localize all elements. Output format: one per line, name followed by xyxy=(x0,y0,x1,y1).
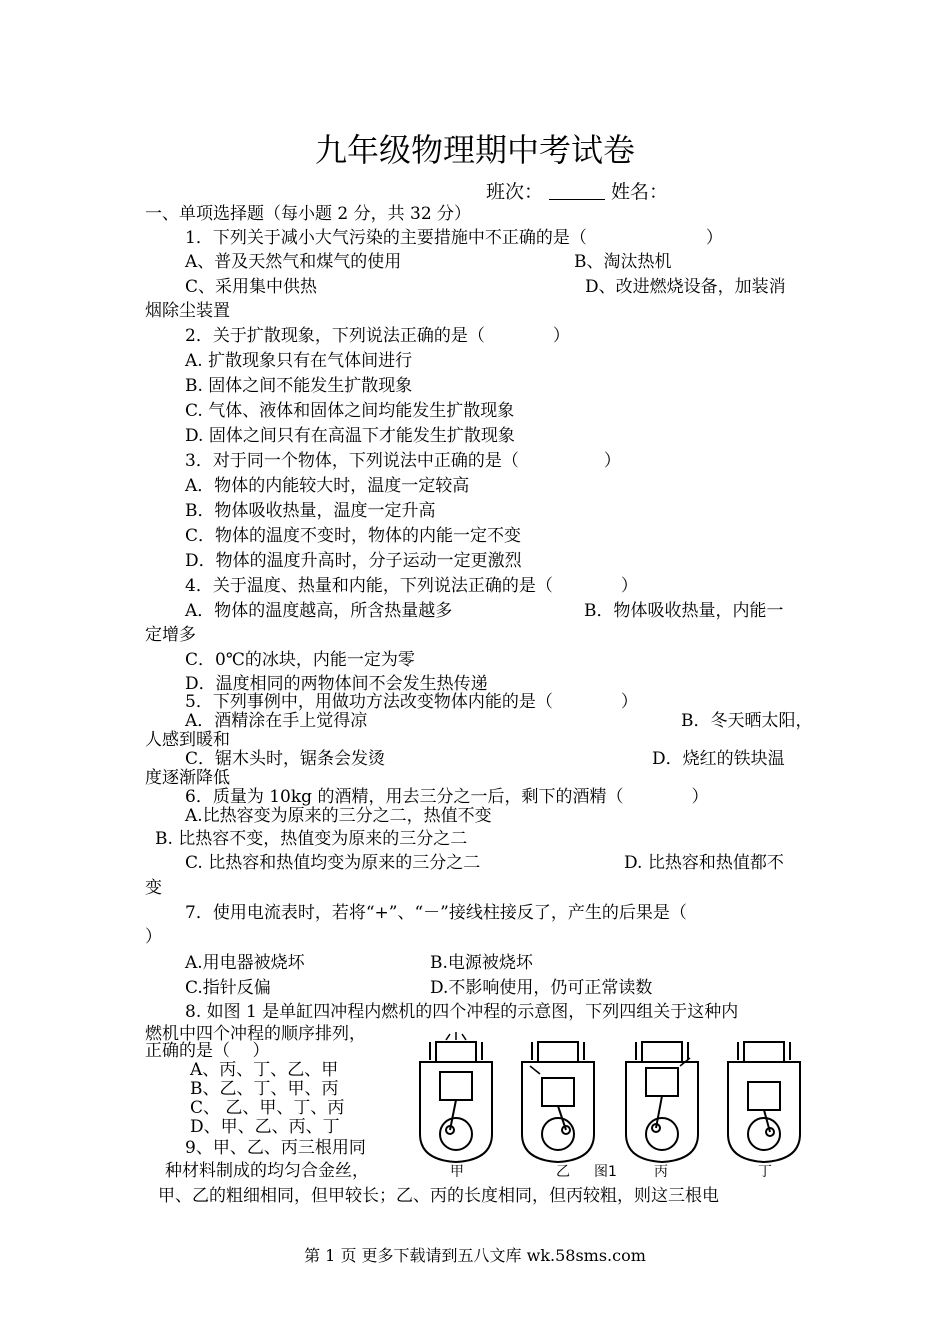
section-heading: 一、单项选择题（每小题 2 分，共 32 分） xyxy=(145,204,472,224)
q1-stem: 1．下列关于减小大气污染的主要措施中不正确的是（ ） xyxy=(185,228,723,248)
engine-diagram-2 xyxy=(522,1042,594,1162)
q2-option-c: C. 气体、液体和固体之间均能发生扩散现象 xyxy=(185,401,515,421)
q7-stem-cont: ） xyxy=(145,927,162,947)
engine-diagram-4 xyxy=(728,1042,800,1162)
figure-label-ding: 丁 xyxy=(758,1164,772,1178)
q7-option-a: A.用电器被烧坏 xyxy=(185,953,305,973)
q5-option-b-cont: 人感到暖和 xyxy=(145,730,230,750)
name-label: 姓名： xyxy=(611,181,669,203)
q8-option-c: C、 乙、甲、丁、丙 xyxy=(190,1098,345,1118)
page-footer: 第 1 页 更多下载请到五八文库 wk.58sms.com xyxy=(304,1246,646,1265)
figure-label-bing: 丙 xyxy=(654,1164,668,1178)
q8-stem-cont: 燃机中四个冲程的顺序排列， xyxy=(145,1024,366,1044)
figure-caption: 图1 xyxy=(594,1164,617,1178)
figure-label-jia: 甲 xyxy=(450,1164,464,1178)
q5-stem: 5．下列事例中，用做功方法改变物体内能的是（ ） xyxy=(185,692,638,712)
engine-diagram-1 xyxy=(420,1032,492,1162)
q2-option-a: A. 扩散现象只有在气体间进行 xyxy=(185,351,413,371)
class-name-row xyxy=(486,180,668,204)
q4-option-c: C．0℃的冰块，内能一定为零 xyxy=(185,650,415,670)
q3-option-b: B．物体吸收热量，温度一定升高 xyxy=(185,501,436,521)
q8-stem-cont2: 正确的是（ ） xyxy=(145,1041,270,1061)
q8-option-a: A、丙、丁、乙、甲 xyxy=(190,1060,339,1080)
page-title: 九年级物理期中考试卷 xyxy=(314,131,635,169)
q6-option-a: A.比热容变为原来的三分之二，热值不变 xyxy=(185,806,492,826)
q3-option-d: D．物体的温度升高时，分子运动一定更激烈 xyxy=(185,551,522,571)
q3-option-c: C．物体的温度不变时，物体的内能一定不变 xyxy=(185,526,522,546)
q4-stem: 4．关于温度、热量和内能，下列说法正确的是（ ） xyxy=(185,576,638,596)
q4-option-d: D．温度相同的两物体间不会发生热传递 xyxy=(185,674,488,694)
q1-option-a: A、普及天然气和煤气的使用 xyxy=(185,252,402,272)
q8-option-d: D、甲、乙、丙、丁 xyxy=(190,1117,340,1137)
engine-diagram-3 xyxy=(626,1042,698,1162)
q3-option-a: A．物体的内能较大时，温度一定较高 xyxy=(185,476,470,496)
class-blank xyxy=(549,183,605,200)
q1-option-d-cont: 烟除尘装置 xyxy=(145,301,230,321)
q1-option-b: B、淘汰热机 xyxy=(574,252,672,272)
q5-option-c: C．锯木头时，锯条会发烫 xyxy=(185,749,386,769)
q9-stem: 9、甲、乙、丙三根用同 xyxy=(185,1138,366,1158)
class-label: 班次： xyxy=(486,181,544,203)
q6-option-c: C. 比热容和热值均变为原来的三分之二 xyxy=(185,853,481,873)
q1-option-d: D、改进燃烧设备，加装消 xyxy=(585,277,786,297)
q3-stem: 3．对于同一个物体，下列说法中正确的是（ ） xyxy=(185,451,621,471)
q9-stem-cont2: 甲、乙的粗细相同，但甲较长；乙、丙的长度相同，但丙较粗，则这三根电 xyxy=(158,1186,719,1206)
q2-stem: 2．关于扩散现象，下列说法正确的是（ ） xyxy=(185,326,570,346)
q8-option-b: B、乙、丁、甲、丙 xyxy=(190,1079,339,1099)
q6-stem: 6．质量为 10kg 的酒精，用去三分之一后，剩下的酒精（ ） xyxy=(185,787,709,807)
q5-option-a: A．酒精涂在手上觉得凉 xyxy=(185,711,368,731)
q6-option-b: B. 比热容不变，热值变为原来的三分之二 xyxy=(155,829,468,849)
four-stroke-diagram xyxy=(410,1030,810,1178)
q4-option-b: B．物体吸收热量，内能一 xyxy=(584,601,784,621)
q6-option-d-cont: 变 xyxy=(145,878,162,898)
q6-option-d: D. 比热容和热值都不 xyxy=(624,853,784,873)
q5-option-d-cont: 度逐渐降低 xyxy=(145,768,230,788)
q1-option-c: C、采用集中供热 xyxy=(185,277,318,297)
q7-stem: 7．使用电流表时，若将“+”、“－”接线柱接反了，产生的后果是（ xyxy=(185,903,687,923)
figure-label-yi: 乙 xyxy=(556,1164,570,1178)
q2-option-b: B. 固体之间不能发生扩散现象 xyxy=(185,376,413,396)
q7-option-c: C.指针反偏 xyxy=(185,978,271,998)
q9-stem-cont: 种材料制成的均匀合金丝， xyxy=(165,1161,369,1181)
q2-option-d: D. 固体之间只有在高温下才能发生扩散现象 xyxy=(185,426,515,446)
q7-option-d: D.不影响使用，仍可正常读数 xyxy=(430,978,653,998)
q8-stem: 8. 如图 1 是单缸四冲程内燃机的四个冲程的示意图，下列四组关于这种内 xyxy=(185,1002,739,1022)
q4-option-b-cont: 定增多 xyxy=(145,625,196,645)
q4-option-a: A．物体的温度越高，所含热量越多 xyxy=(185,601,453,621)
q7-option-b: B.电源被烧坏 xyxy=(430,953,533,973)
engine-stroke-figure xyxy=(410,1030,810,1178)
q5-option-d: D．烧红的铁块温 xyxy=(652,749,785,769)
q5-option-b: B．冬天晒太阳， xyxy=(681,711,813,731)
